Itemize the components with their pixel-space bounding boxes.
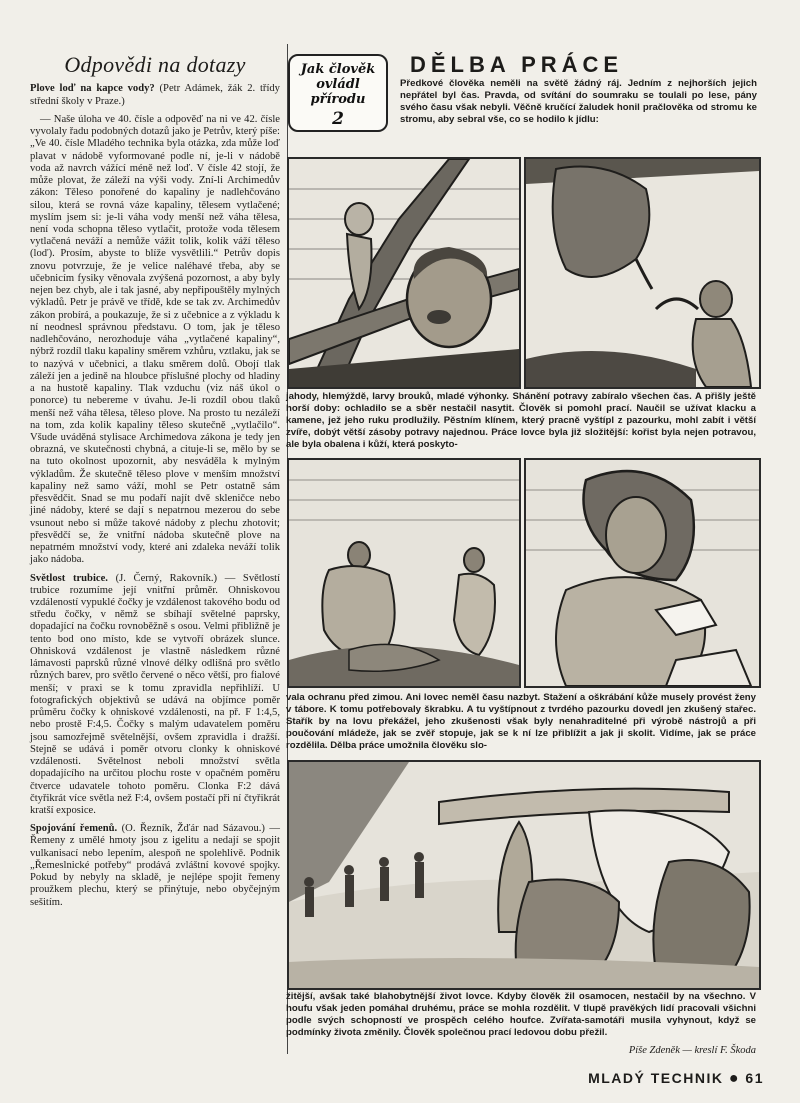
qa-column [30, 52, 280, 915]
panel-3-illustration [289, 460, 519, 686]
comic-panel-3 [287, 458, 521, 688]
comic-panel-1 [287, 157, 521, 389]
bullet-icon: ● [728, 1070, 741, 1087]
question-asker: (Petr Adámek, žák 2. třídy střední školy v Praze.) [30, 83, 280, 107]
caption-bottom: žitější, avšak také blahobytnější život lovce. Kdyby člověk žil osamocen, nestačil by na všechno. V houfu však jeden pomáhal druhému, práce se mohla rozdělit. V tlupě pravěkých lidí pracovali všichni podle svých schopností ve prospěch celého houfce. Zvířata-samotáři musila vyhynout, když se podmínky života změnily. Člověk společnou prací ledovou dobu přežil. [286, 991, 756, 1038]
panel-5-illustration [289, 762, 759, 988]
series-logo-line1: Jak člověk [300, 62, 376, 77]
panel-1-illustration [289, 159, 519, 387]
question-heading: Plove loď na kapce vody? [30, 83, 155, 95]
byline: Píše Zdeněk — kreslí F. Škoda [628, 1045, 756, 1056]
page-number: 61 [745, 1070, 764, 1086]
column-title: Odpovědi na dotazy [64, 52, 246, 77]
article-intro: Předkové člověka neměli na světě žádný ráj. Jedním z nejhorších jejich nepřátel byl čas. Pravda, od svítání do soumraku se toulali po lese, pány svého času však nebyli. Věčně kručící žaludek honil pračlověka od stromu ke stromu, aby sebral vše, co se hodilo k jídlu: [400, 78, 757, 125]
comic-panel-5 [287, 760, 761, 990]
qa-item-2 [30, 573, 280, 818]
caption-middle: vala ochranu před zimou. Ani lovec neměl času nazbyt. Stažení a oškrábání kůže musely provést ženy v tábore. K tomu potřebovaly škrabku. A tu vyštípnout z tvrdého pazourku dovedl jen zkušený stařec. Stařík by na lovu překážel, jeho zkušenosti však byly nenahraditelné při výrobě nástrojů a při poučování mládeže, jak se zvěř stopuje, jak se k ní lze přiblížit a jak ji skolit. Vidíme, jak se práce rozdělila. Dělba práce umožnila člověku slo- [286, 692, 756, 751]
page-footer [588, 1070, 764, 1088]
qa-item-1 [30, 83, 280, 107]
panel-2-illustration [526, 159, 759, 387]
caption-top: jahody, hlemýždě, larvy brouků, mladé výhonky. Shánění potravy zabíralo všechen čas. A přišly ještě horší doby: ochladilo se a sběr nestačil nasytit. Člověk si pomohl prací. Naučil se užívat klacku a kamene, jež jeho ruku prodlužily. Pěstním klínem, který pracně vyštípl z pazourku, mohl zabít i větší zvíře, dobýt větší zásoby potravy najednou. Práce lovce byla již složitější: kořist byla nejen potravou, ale byla obalena i kůží, která poskyto- [286, 391, 756, 450]
question-heading: Světlost trubice. [30, 572, 108, 584]
series-number: 2 [332, 109, 344, 129]
question-heading: Spojování řemenů. [30, 823, 118, 835]
comic-panel-4 [524, 458, 761, 688]
series-logo [288, 54, 388, 132]
series-logo-line2: ovládl přírodu [310, 77, 366, 107]
magazine-name: MLADÝ TECHNIK [588, 1070, 724, 1086]
answer-text: — Světlostí trubice rozumíme její vnitřní průměr. Ohniskovou vzdáleností vypuklé čočky je vzdálenost takového bodu od středu čočky, v němž se sbíhají světelné paprsky, dopadající na čočku rovnoběžně s osou. Velmi přibližně je tento bod ono místo, kde se vytvoří obrázek slunce. Ohnisková vzdálenost je vlastně následkem různé lámavosti paprsků různé vlnové délky odlišná pro světlo různých barev, pro světlo červené o něco větší, pro fialové menší; v praxi se k tomu zpravidla nepřihlíží. U fotografických objektivů se udává na objímce poměr průměru čočky k ohniskové vzdálenosti, na př. F 1:4,5, nebo prostě F:4,5. Čočky s malým udavatelem poměru jsou samozřejmě světelnější, ovšem zpravidla i dražší. Stejně se udává i poměr otvoru clonky k ohniskové vzdálenosti. Světelnost neboli množství světla dopadajícího na určitou plochu roste v opačném poměru čtverce udavatele tohoto poměru. Clonka F:2 dává čtyřikrát více světla než F:4, ovšem postačí při ní čtyřikrát kratší exposice. [30, 572, 281, 816]
answer-text: — Naše úloha ve 40. čísle a odpověď na ni ve 42. čísle vyvolaly řadu podobných dotazů jako je Petrův, který píše: „Ve 40. čísle Mladého technika byla otázka, zda může loď plavat v nádobě vyformované podle ní, je-li v nádobě voda až navrch vážící méně než loď. V čísle 42 stojí, že může plovat, že záleží na výši vody. Zní-li Archimedův zákon: Těleso ponořené do kapaliny je nadlehčováno silou, která se rovná váze kapaliny, tělesem vytlačené; myslím jsem si: je-li váha vody menší než váha tělesa, není voda schopna těleso vytlačit, protože voda tělesem vytlačená neváží a nemůže vážit tolik, kolik váží těleso (loď). Prosím, abyste to blíže vysvětlili.“ Petrův dopis znovu potvrzuje, že je velice naléhavé třeba, aby se učebnicím fysiky věnovala zvýšená pozornost, a aby byly nejen bez chyb, ale i tak jasné, aby nepřipouštěly mylných výkladů. Petr je právě ve třídě, kde se tak zv. Archimedův zákon probírá, a poukazuje, že si z učebnice a z výkladu k ní neodnesl správnou představu. O tom, jak je těleso nadlehčováno, nerozhoduje váha „vytlačené kapaliny“, nýbrž rozdíl tlaku kapaliny směrem vzhůru, vztlaku, jak se to nazývá v učebnici, a tlaku směrem dolů. Obojí tlak záleží jen a jedině na hloubce příslušné plochy od hladiny a na hustotě kapaliny. Tlak vzduchu (viz náš úkol o ponorce) tu nebereme v úvahu. Je-li rozdíl obou tlaků menší než váha tělesa, těleso plove. Na prosto tu nezáleží na tom, zda kolik kapaliny těleso skutečně „vytlačilo“. Všude uváděná stylisace Archimedova zákona je tedy jen obrazná, ve skutečnosti chybná, a cituje-li se, mělo by se na tuto okolnost upozornit, aby nesváděla k mylným výkladům. Že skutečně těleso plove v menším množství kapaliny než samo váží, mohl se Petr ostatně sám přesvědčit. Snad se mu podaří najít dvě skleničce nebo jiné nádoby, které se dají s nepatrnou mezerou do sebe vsunout nebo si může takové nádoby z plechu zhotovit; přesvědčí se, že vnitřní nádoba skutečně plove na nepatrném množství vody, které ani zdaleka neváží tolik jako nádoba. [30, 113, 280, 566]
article-headline: DĚLBA PRÁCE [410, 52, 624, 77]
qa-item-3 [30, 823, 280, 909]
panel-4-illustration [526, 460, 759, 686]
comic-panel-2 [524, 157, 761, 389]
answer-text: — Řemeny z umělé hmoty jsou z igelitu a nedají se spojit vulkanisací nebo lepením, alespoň ne spolehlivě. Podnik „Řemeslnické potřeby“ prodává zvláštní kovové spojky. Pokud by nebyly na skladě, je nejlépe spojit řemeny proužkem plechu, který se přinýtuje, nebo obyčejným sešitím. [30, 823, 280, 908]
question-asker: (O. Řezník, Žďár nad Sázavou.) [117, 823, 265, 835]
question-asker: (J. Černý, Rakovník.) [107, 572, 218, 584]
